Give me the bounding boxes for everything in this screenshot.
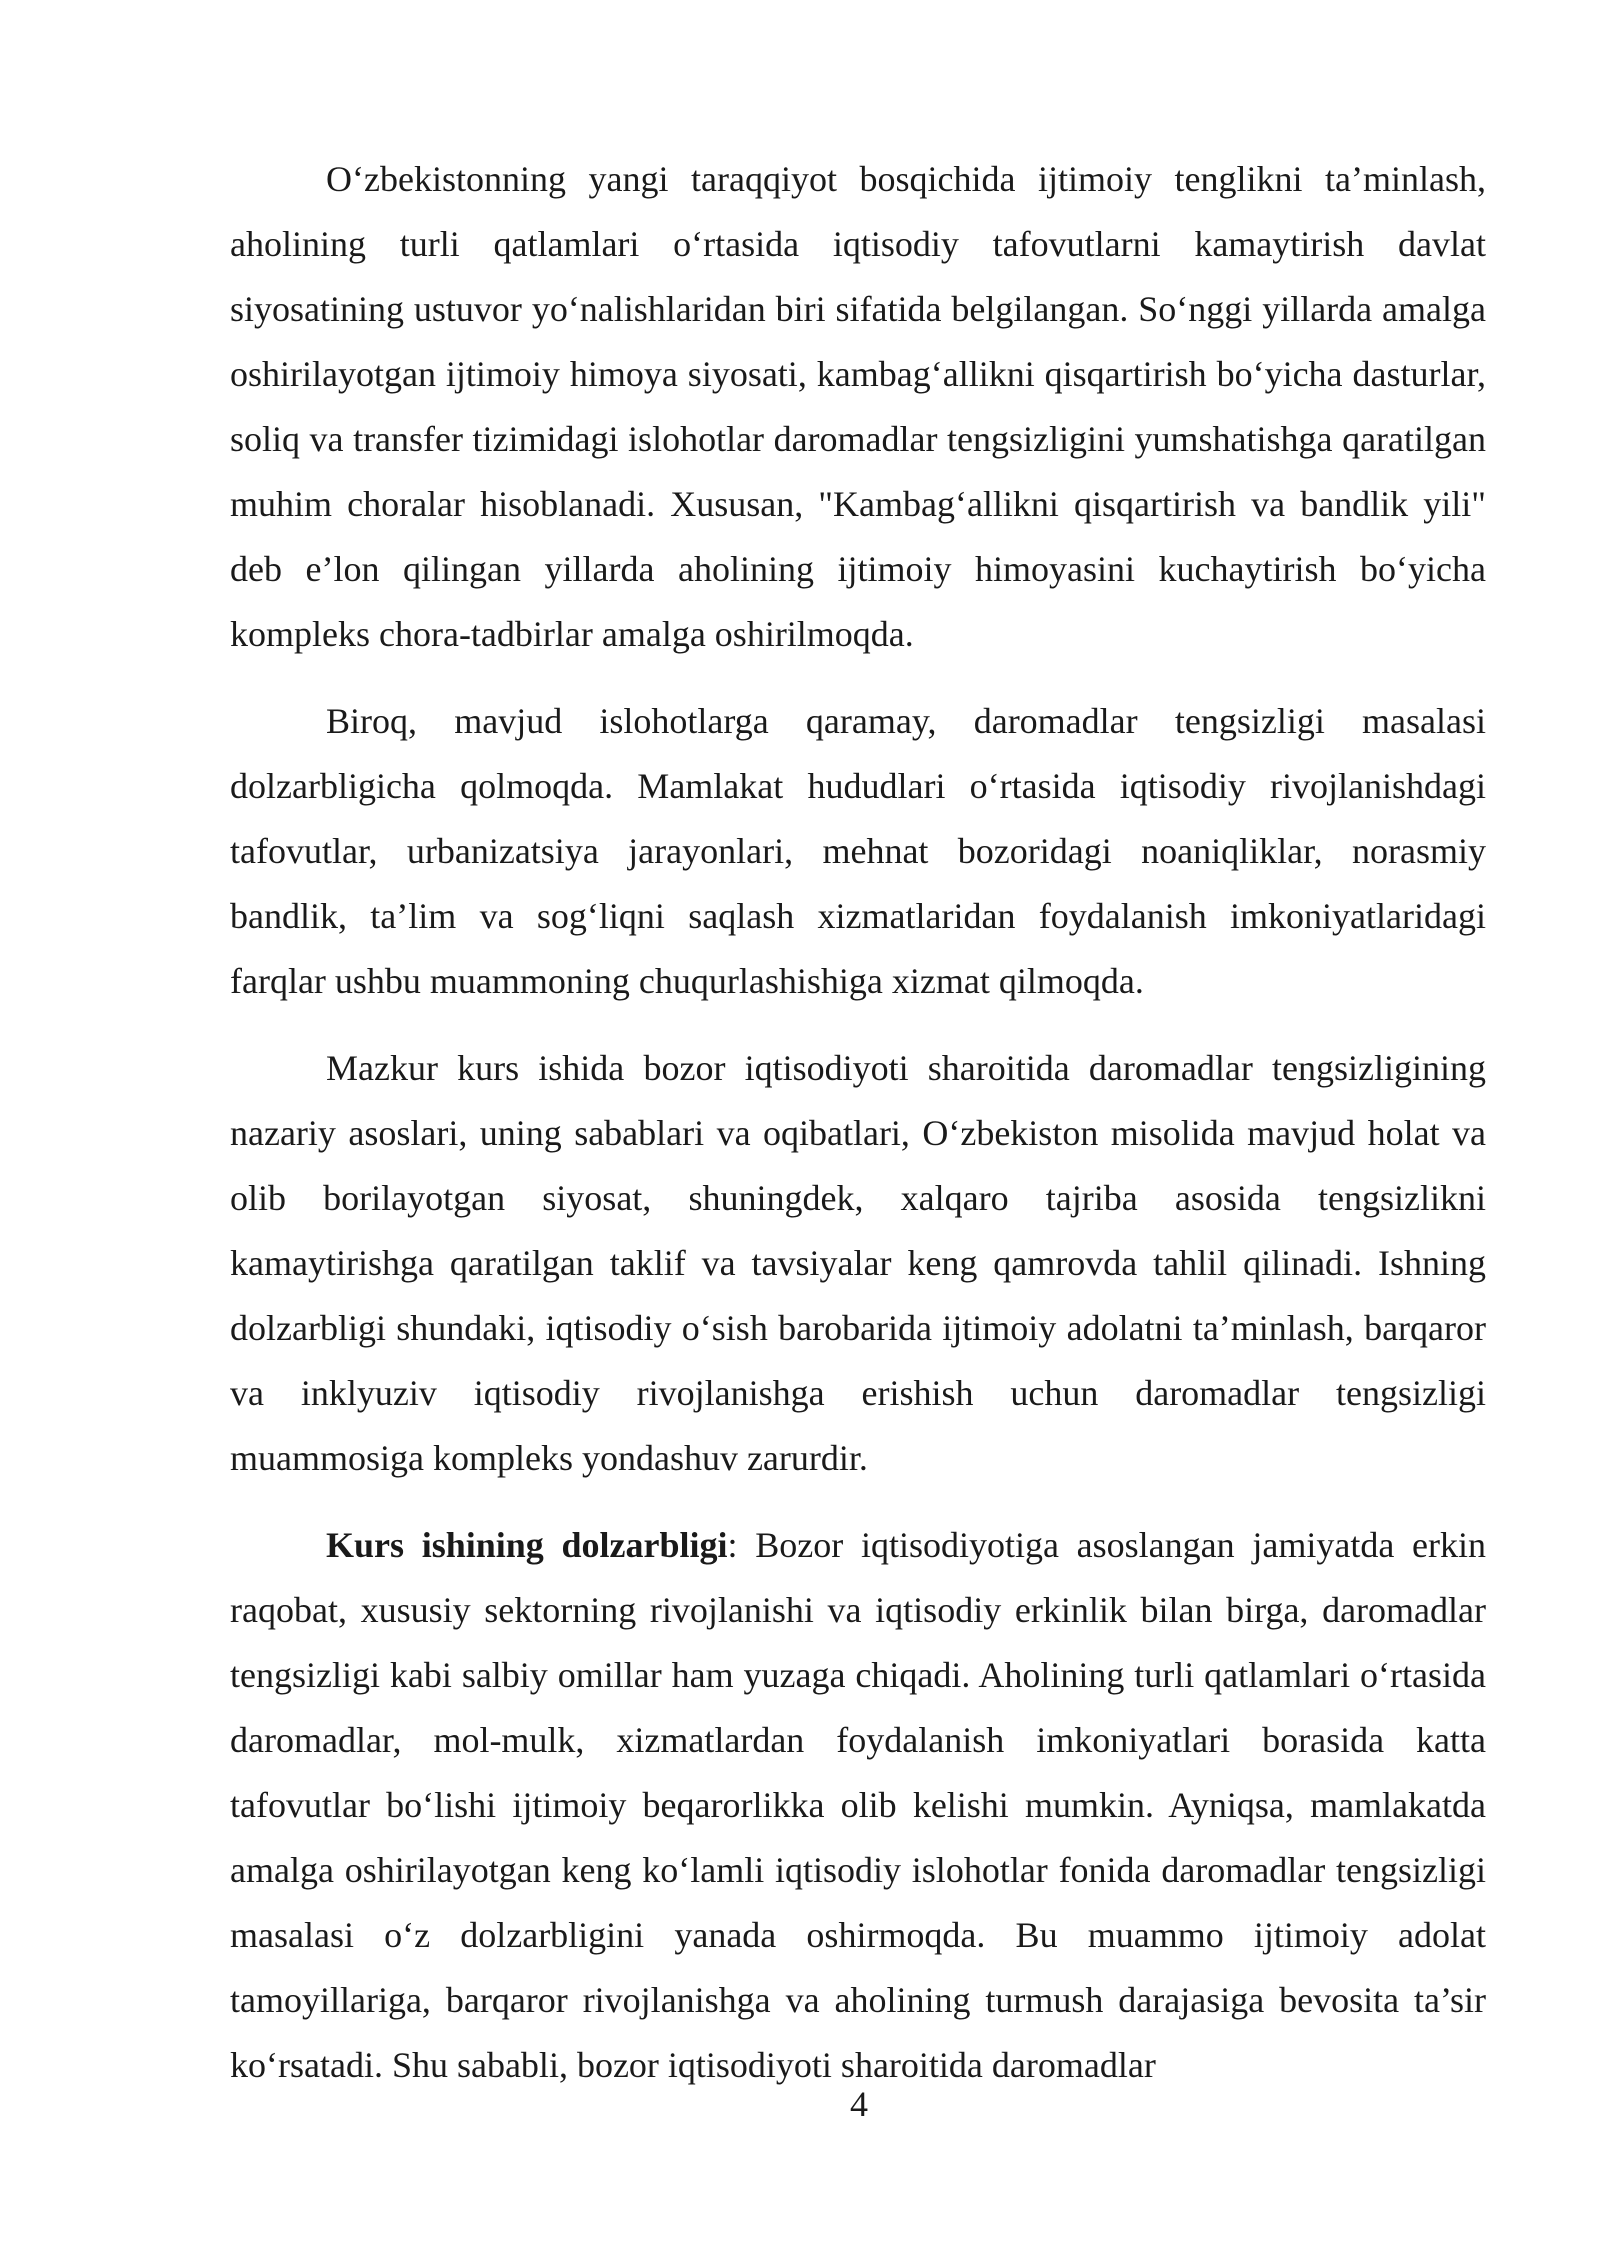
paragraph-2-text: Biroq, mavjud islohotlarga qaramay, daromadlar tengsizligi masalasi dolzarbligicha qolmoqda. Mamlakat hududlari o‘rtasida iqtisodiy rivojlanishdagi tafovutlar, urbanizatsiya jarayonlari, mehnat bozoridagi noaniqliklar, norasmiy bandlik, ta’lim va sog‘liqni saqlash xizmatlaridan foydalanish imkoniyatlaridagi farqlar ushbu muammoning chuqurlashishiga xizmat qilmoqda. [230,701,1486,1001]
paragraph-2 [230,689,1486,1014]
paragraph-3-text: Mazkur kurs ishida bozor iqtisodiyoti sharoitida daromadlar tengsizligining nazariy asoslari, uning sabablari va oqibatlari, O‘zbekiston misolida mavjud holat va olib borilayotgan siyosat, shuningdek, xalqaro tajriba asosida tengsizlikni kamaytirishga qaratilgan taklif va tavsiyalar keng qamrovda tahlil qilinadi. Ishning dolzarbligi shundaki, iqtisodiy o‘sish barobarida ijtimoiy adolatni ta’minlash, barqaror va inklyuziv iqtisodiy rivojlanishga erishish uchun daromadlar tengsizligi muammosiga kompleks yondashuv zarurdir. [230,1048,1486,1478]
body-text [230,147,1486,2120]
paragraph-4 [230,1513,1486,2098]
paragraph-3 [230,1036,1486,1491]
paragraph-1-text: O‘zbekistonning yangi taraqqiyot bosqichida ijtimoiy tenglikni ta’minlash, aholining turli qatlamlari o‘rtasida iqtisodiy tafovutlarni kamaytirish davlat siyosatining ustuvor yo‘nalishlaridan biri sifatida belgilangan. So‘nggi yillarda amalga oshirilayotgan ijtimoiy himoya siyosati, kambag‘allikni qisqartirish bo‘yicha dasturlar, soliq va transfer tizimidagi islohotlar daromadlar tengsizligini yumshatishga qaratilgan muhim choralar hisoblanadi. Xususan, "Kambag‘allikni qisqartirish va bandlik yili" deb e’lon qilingan yillarda aholining ijtimoiy himoyasini kuchaytirish bo‘yicha kompleks chora-tadbirlar amalga oshirilmoqda. [230,159,1486,654]
paragraph-1 [230,147,1486,667]
paragraph-4-lead: Kurs ishining dolzarbligi [326,1525,728,1565]
page-number: 4 [850,2084,868,2124]
paragraph-4-text: : Bozor iqtisodiyotiga asoslangan jamiyatda erkin raqobat, xususiy sektorning rivojlanishi va iqtisodiy erkinlik bilan birga, daromadlar tengsizligi kabi salbiy omillar ham yuzaga chiqadi. Aholining turli qatlamlari o‘rtasida daromadlar, mol-mulk, xizmatlardan foydalanish imkoniyatlari borasida katta tafovutlar bo‘lishi ijtimoiy beqarorlikka olib kelishi mumkin. Ayniqsa, mamlakatda amalga oshirilayotgan keng ko‘lamli iqtisodiy islohotlar fonida daromadlar tengsizligi masalasi o‘z dolzarbligini yanada oshirmoqda. Bu muammo ijtimoiy adolat tamoyillariga, barqaror rivojlanishga va aholining turmush darajasiga bevosita ta’sir ko‘rsatadi. Shu sababli, bozor iqtisodiyoti sharoitida daromadlar [230,1525,1486,2085]
